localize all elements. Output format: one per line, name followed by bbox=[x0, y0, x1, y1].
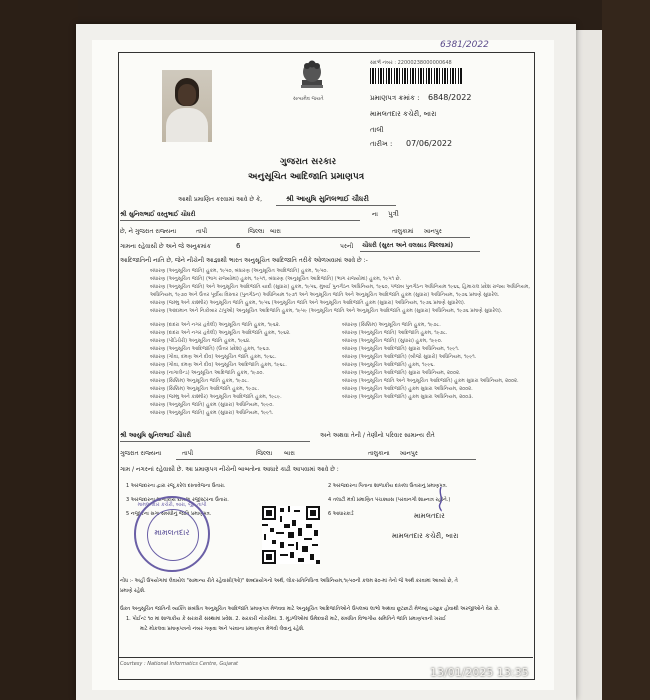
district-value-2: બારા bbox=[284, 450, 295, 457]
order-item: બંધારણ (અનુસૂચિત જાતિ) હુકમ (સુધારા) અધિનિયમ, ૧૯૯૦. bbox=[150, 402, 274, 408]
line4-prefix: ગામના રહેવાસી છે અને જે અનુક્રમાંક bbox=[120, 243, 211, 250]
district-label: જિલ્લા bbox=[248, 228, 265, 235]
date-label: તારીખ : bbox=[370, 140, 393, 148]
district-value: બારા bbox=[270, 228, 281, 235]
signatory-office: મામલતદાર કચેરી, બારા bbox=[392, 532, 459, 540]
note-2: ઉક્ત અનુસૂચિત જાતિની વ્યક્તિ સંબંધિત અનુસૂચિત આદિજાતિ પ્રમાણપત્ર મેળવવા માટે અનુસૂચિત આદિજાતિઓને ઉપલબ્ધ લાભો અથવા છૂટછાટો મેળવ્યું ઇચ્છુક હોવાથી અરજીઓને વેરા છે. bbox=[120, 606, 500, 612]
order-item: બંધારણ (અનુસૂચિત આદિજાતિ) હુકમ સુધારા અધિનિયમ, ૨૦૦૩. bbox=[342, 394, 474, 400]
order-item: બંધારણ (અનુસૂચિત આદિજાતિ) સુધારા અધિનિયમ, ૧૯૯૧. bbox=[342, 346, 460, 352]
serial-value: 6 bbox=[236, 242, 241, 250]
note-3: 1. પોઈન્ટ ૧૦ માં શાળાકીય કે સરકારી સંસ્થામાં પ્રવેશ. 2. સરકારી નોકરીમાં. 3. મૂંડળીઓમાં ઉમેદવારી માટે, સંબંધિત વિભાગીય સમિતિને જાતિ પ્રમાણપત્રની ખરાઈ bbox=[126, 616, 446, 622]
signature-mark bbox=[434, 486, 448, 512]
basis-item: 3 અરજદારના શાળાકીય દાખલા રજીસ્ટરના ઉતારા. bbox=[126, 497, 229, 503]
state-value-2: તાપી bbox=[182, 450, 194, 457]
basis-item: 2 અરજદારના પિતાના શાળાકીય દાખલા ઉતારાનું પ્રમાણપત્ર. bbox=[328, 483, 448, 489]
emblem-caption: સત્યમેવ જયતે bbox=[293, 96, 324, 102]
order-item: બંધારણ (જમ્મુ અને કાશ્મીર) અનુસૂચિત જાતિ હુકમ, ૧૯૫૬ (અનુસૂચિત જાતિ અને અનુસૂચિત આદિજાતિ હુકમ (સુધારા) અધિનિયમ, ૧૯૭૬ પ્રમાણે સુધારેલ). bbox=[150, 300, 466, 306]
certificate-no-label: પ્રમાણપત્ર ક્રમાંક : bbox=[370, 94, 420, 102]
order-item: બંધારણ (અનુસૂચિત જાતિ) હુકમ, ૧૯૫૦, બંધારણ (અનુસૂચિત આદિજાતિ) હુકમ, ૧૯૫૦. bbox=[150, 268, 329, 274]
seal-ring-text: મામલતદાર કચેરી, બારા, જી. તાપી bbox=[137, 502, 207, 508]
order-item: બંધારણ (અનુસૂચિત આદિજાતિ) હુકમ સુધારા અધિનિયમ, ૨૦૦૨. bbox=[342, 386, 473, 392]
signatory-title: મામલતદાર bbox=[414, 512, 445, 520]
order-item: બંધારણ (અનુસૂચિત આદિજાતિ) (બીજો સુધારો) અધિનિયમ, ૧૯૯૧. bbox=[342, 354, 477, 360]
line1-prefix: આથી પ્રમાણિત કરવામાં આવે છે કે, bbox=[178, 196, 263, 203]
issue-date: 07/06/2022 bbox=[406, 139, 453, 148]
qr-code bbox=[262, 506, 320, 564]
national-emblem-icon bbox=[298, 58, 326, 96]
order-item: બંધારણ (પોંડિચેરી) અનુસૂચિત જાતિ હુકમ, ૧૯૬૪. bbox=[150, 338, 251, 344]
order-item: બંધારણ (અનુસૂચિત જાતિ) આદિજાતિ હુકમ, ૧૯૭૮. bbox=[342, 330, 448, 336]
order-item: બંધારણ (સિક્કિમ) અનુસૂચિત જાતિ હુકમ, ૧૯૭૮. bbox=[342, 322, 441, 328]
seal-text: મામલતદાર bbox=[154, 528, 190, 537]
background-left bbox=[0, 0, 78, 700]
recognition-line: આદિજાતિની નાતિ છે, જેને નીચેની આજ્ઞાથી ભારત અનુસૂચિત આદિજાતિ તરીકે ઓળખવામાં આવે છે :- bbox=[120, 257, 368, 264]
family-text: અને અથવા તેની / તેણીનો પરિવાર સામાન્ય રીતે bbox=[320, 432, 435, 439]
district-label-2: જિલ્લા bbox=[256, 450, 273, 457]
line3-prefix: છે, ને ગુજરાત રાજ્યના bbox=[120, 228, 177, 235]
order-item: બંધારણ (ગોવા, દમણ અને દીવ) અનુસૂચિત જાતિ હુકમ, ૧૯૬૮. bbox=[150, 354, 277, 360]
taluka-value: ખાનપુર bbox=[424, 228, 442, 235]
note-1b: પ્રમાણે રહેશે. bbox=[120, 588, 146, 594]
background-right bbox=[602, 0, 650, 700]
order-item: બંધારણ (જમ્મુ અને કાશ્મીર) અનુસૂચિત આદિજાતિ હુકમ, ૧૯૮૯. bbox=[150, 394, 282, 400]
order-item: બંધારણ (નાગાલેન્ડ) અનુસૂચિત આદિજાતિ હુકમ, ૧૯૭૦. bbox=[150, 370, 264, 376]
order-item: બંધારણ (અનુસૂચિત જાતિ અને અનુસૂચિત આદિજાતિ) હુકમ સુધારા અધિનિયમ, ૨૦૦૨. bbox=[342, 378, 519, 384]
government-title: ગુજરાત સરકાર bbox=[280, 157, 337, 167]
official-seal bbox=[134, 496, 210, 572]
basis-item: 4 તલાટી મંત્રી પ્રમાણિત પંચક્યાસ (પરવાનગી શાહ્નાત્ર રહીને.) bbox=[328, 497, 451, 503]
order-item: બંધારણ (અનુસૂચિત જાતિ) અને અનુસૂચિત આદિજાતિ યાદી (સુધારા) હુકમ, ૧૯૫૬, મુંબઈ પુનર્ગઠન અધિનિયમ, ૧૯૬૦, પંજાબ પુનર્ગઠન અધિનિયમ ૧૯૬૬, હિમાચલ પ્રદેશ રાજ્ય અધિનિયમ, bbox=[150, 284, 530, 290]
applicant-name: શ્રી આયુષિ સુનિલભાઈ ચૌધરી bbox=[286, 195, 369, 203]
note-3b: માટે મોકલવા પ્રમાણપત્રનો નંબર ગણવા અને પરવાના પ્રમાણપત્ર મેળવી લેવાનું રહેશે. bbox=[140, 626, 305, 632]
order-item: બંધારણ (અનુસૂચિત આદિજાતિ) (ઉત્તર પ્રદેશ) હુકમ, ૧૯૬૭. bbox=[150, 346, 271, 352]
order-item: અધિનિયમ, ૧૯૭૦ અને ઉત્તર પૂર્વીય વિસ્તાર (પુનર્ગઠન) અધિનિયમ ૧૯૭૧ અને અનુસૂચિત જાતિ અને અનુસૂચિત આદિજાતિ હુકમ (સુધારા) અધિનિયમ, ૧૯૭૬ પ્રમાણે સુધારેલ. bbox=[150, 292, 500, 298]
relation-value: પુત્રી bbox=[388, 210, 399, 218]
basis-item: 1 અરજદારના દ્વારા રજૂ કરેલ દસ્તાવેજના ઉતારા. bbox=[126, 483, 226, 489]
certificate-no: 6848/2022 bbox=[428, 93, 472, 102]
order-item: બંધારણ (અનુસૂચિત આદિજાતિ) હુકમ, ૧૯૯૬. bbox=[342, 362, 435, 368]
photo-timestamp: 13/01/2025 13:35 bbox=[430, 666, 529, 679]
applicant-photo bbox=[162, 70, 212, 142]
basis-item: 5 નજીકના સગા સંબંધીનું જાતિ પ્રમાણપત્ર. bbox=[126, 511, 212, 517]
certificate-title: અનુસૂચિત આદિજાતિ પ્રમાણપત્ર bbox=[248, 172, 365, 182]
order-item: બંધારણ (દાદરા અને નગર હવેલી) અનુસૂચિત જાતિ હુકમ, ૧૯૬૨. bbox=[150, 322, 281, 328]
order-item: બંધારણ (અનુસૂચિત આદિજાતિ) સુધારા અધિનિયમ, ૨૦૦૨. bbox=[342, 370, 461, 376]
order-item: બંધારણ (અનુસૂચિત જાતિ) હુકમ (સુધારા) અધિનિયમ, ૧૯૯૧. bbox=[150, 410, 274, 416]
order-item: બંધારણ (ગોવા, દમણ અને દીવ) અનુસૂચિત આદિજાતિ હુકમ, ૧૯૬૮. bbox=[150, 362, 287, 368]
barcode bbox=[370, 68, 462, 84]
state-label-2: ગુજરાત રાજ્યના bbox=[120, 450, 162, 457]
tribe-label: પરની bbox=[340, 243, 354, 250]
office-name: મામલતદાર કચેરી, બારા bbox=[370, 110, 437, 118]
order-item: બંધારણ (અનુસૂચિત જાતિ) (સુધારા) હુકમ, ૧૯૯૦. bbox=[342, 338, 443, 344]
handwritten-number: 6381/2022 bbox=[440, 40, 489, 50]
taluka-header: તાલી bbox=[370, 126, 384, 134]
order-item: બંધારણ (આંદામાન અને નિકોબાર ટાપુઓ) અનુસૂચિત આદિજાતિ હુકમ, ૧૯૫૯ (અનુસૂચિત જાતિ અને અનુસૂચિત આદિજાતિ હુકમ (સુધારા) અધિનિયમ, ૧૯૭૬ પ્રમાણે સુધારેલ). bbox=[150, 308, 503, 314]
taluka-word: તાલુકામાં bbox=[392, 228, 414, 235]
order-item: બંધારણ (અનુસૂચિત જાતિ) (ભાગ રાજ્યોમાં) હુકમ, ૧૯૫૧, બંધારણ (અનુસૂચિત આદિજાતિ) (ભાગ રાજ્યોમાં) હુકમ, ૧૯૫૧ છે. bbox=[150, 276, 402, 282]
tribe-value: ચૌધરી (સુરત અને વલસાડ જિલ્લામાં) bbox=[362, 242, 454, 249]
applicant-name-2: શ્રી આયુષિ સુનિલભાઈ ચૌધરી bbox=[120, 432, 192, 439]
father-name: શ્રી સુનિલભાઈ વસ્તુભાઈ ચૌધરી bbox=[120, 211, 196, 218]
order-item: બંધારણ (સિક્કિમ) અનુસૂચિત જાતિ હુકમ, ૧૯૭૮. bbox=[150, 378, 249, 384]
barcode-text: સંદર્ભ નંબર : 22000238000000648 bbox=[370, 60, 452, 66]
footer-courtesy: Courtesy : National Informatics Centre, Gujarat bbox=[120, 661, 238, 667]
taluka-value-2: ખાનપુર bbox=[400, 450, 418, 457]
basis-item: 6 આધારકાર્ડ bbox=[328, 511, 354, 517]
relation-label: ના bbox=[372, 211, 378, 218]
order-item: બંધારણ (દાદરા અને નગર હવેલી) અનુસૂચિત આદિજાતિ હુકમ, ૧૯૬૨. bbox=[150, 330, 291, 336]
note-1: નોંધ :- અહીં ઉપયોગમાં લેવાયેલ "સામાન્ય રીતે રહેવાસી(ઓ)" શબ્દપ્રયોગનો અર્થ, લોક-પ્રતિનિધિત્વ અધિનિયમ,૧૯૫૦ની કલમ ૨૦-માં તેનો જે અર્થ કરવામાં આવ્યો છે, તે bbox=[120, 578, 458, 584]
taluka-label-2: તાલુકાના bbox=[368, 450, 390, 457]
village-text: ગામ / નગરનાં રહેવાસી છે. આ પ્રમાણપત્ર નીચેની બાબતોના આધારે કાઢી આપવામાં આવે છે : bbox=[120, 466, 339, 473]
order-item: બંધારણ (સિક્કિમ) અનુસૂચિત આદિજાતિ હુકમ, ૧૯૭૮. bbox=[150, 386, 260, 392]
state-value: તાપી bbox=[196, 228, 208, 235]
